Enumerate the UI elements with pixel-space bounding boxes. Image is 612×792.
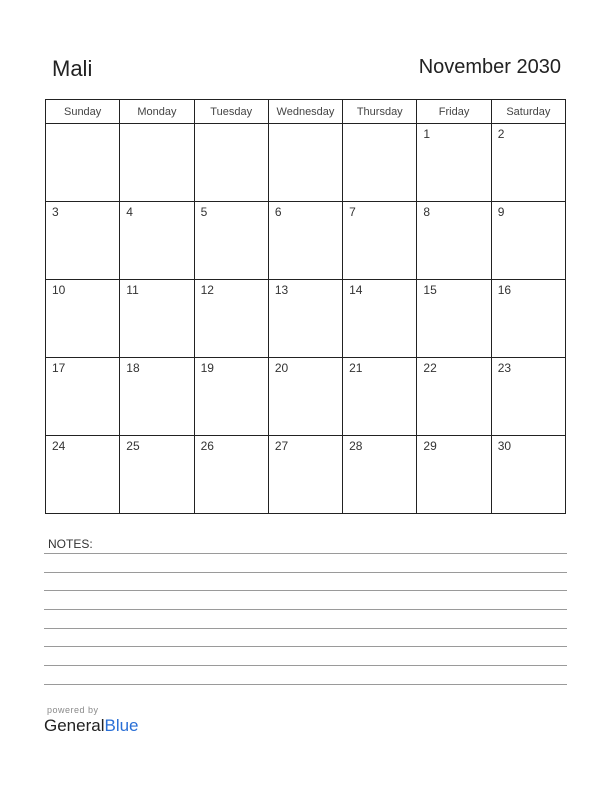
generalblue-logo	[44, 716, 139, 736]
note-line	[44, 609, 567, 610]
day-number: 25	[126, 439, 140, 453]
notes-label: NOTES:	[48, 537, 93, 551]
day-number: 4	[126, 205, 133, 219]
week-row	[46, 358, 566, 436]
day-cell	[268, 436, 342, 514]
day-number: 30	[497, 439, 512, 453]
note-line	[44, 553, 567, 554]
day-number: 16	[497, 283, 512, 297]
day-number: 23	[497, 361, 512, 375]
day-cell	[120, 202, 194, 280]
day-number: 18	[126, 361, 140, 375]
weekday-monday: Monday	[120, 100, 194, 124]
powered-by-text: powered by	[47, 705, 99, 715]
day-cell	[417, 436, 491, 514]
day-cell	[46, 280, 120, 358]
day-number: 17	[52, 361, 66, 375]
day-cell	[46, 124, 120, 202]
day-number: 27	[274, 439, 289, 453]
day-cell	[343, 436, 417, 514]
weekday-friday: Friday	[417, 100, 491, 124]
week-row	[46, 202, 566, 280]
calendar-grid	[45, 99, 566, 514]
day-number: 28	[349, 439, 363, 453]
day-number	[343, 124, 416, 127]
day-cell	[343, 280, 417, 358]
day-cell	[491, 124, 565, 202]
day-number: 19	[200, 361, 214, 375]
day-number: 2	[497, 127, 505, 141]
weekday-tuesday: Tuesday	[194, 100, 268, 124]
month-title: November 2030	[418, 56, 561, 78]
day-number: 13	[274, 283, 289, 297]
day-cell	[120, 436, 194, 514]
day-number: 3	[52, 205, 59, 219]
day-number	[195, 124, 268, 127]
day-number: 29	[423, 439, 437, 453]
day-cell	[194, 124, 268, 202]
day-cell	[417, 280, 491, 358]
day-number	[269, 124, 342, 127]
day-cell	[343, 124, 417, 202]
day-cell	[120, 358, 194, 436]
day-cell	[491, 202, 565, 280]
day-cell	[194, 358, 268, 436]
weekday-wednesday: Wednesday	[268, 100, 342, 124]
day-number: 10	[52, 283, 66, 297]
day-cell	[268, 358, 342, 436]
day-cell	[491, 280, 565, 358]
note-line	[44, 628, 567, 629]
day-cell	[491, 358, 565, 436]
day-cell	[194, 202, 268, 280]
day-number: 15	[423, 283, 437, 297]
weekday-saturday: Saturday	[491, 100, 565, 124]
day-number: 7	[349, 205, 356, 219]
country-title: Mali	[52, 56, 93, 81]
day-cell	[417, 124, 491, 202]
week-row	[46, 124, 566, 202]
day-cell	[417, 358, 491, 436]
day-cell	[343, 202, 417, 280]
day-number	[46, 124, 119, 127]
day-cell	[343, 358, 417, 436]
note-line	[44, 646, 567, 647]
day-number: 22	[423, 361, 437, 375]
day-cell	[268, 124, 342, 202]
note-line	[44, 665, 567, 666]
day-cell	[268, 202, 342, 280]
note-line	[44, 572, 567, 573]
day-cell	[46, 358, 120, 436]
day-cell	[491, 436, 565, 514]
day-cell	[194, 436, 268, 514]
day-number: 12	[200, 283, 214, 297]
day-number: 26	[200, 439, 214, 453]
weekday-header-row	[46, 100, 566, 124]
day-number: 21	[349, 361, 363, 375]
day-number: 5	[200, 205, 208, 219]
day-cell	[417, 202, 491, 280]
day-number	[120, 124, 193, 127]
day-number: 8	[423, 205, 431, 219]
brand-blue-text: Blue	[104, 716, 139, 735]
day-number: 1	[423, 127, 431, 141]
day-cell	[268, 280, 342, 358]
day-cell	[46, 202, 120, 280]
day-number: 9	[497, 205, 505, 219]
day-cell	[120, 124, 194, 202]
brand-general-text: General	[44, 716, 105, 735]
week-row	[46, 280, 566, 358]
day-cell	[120, 280, 194, 358]
day-number: 6	[274, 205, 282, 219]
weekday-thursday: Thursday	[343, 100, 417, 124]
day-number: 24	[52, 439, 66, 453]
week-row	[46, 436, 566, 514]
note-line	[44, 590, 567, 591]
day-cell	[194, 280, 268, 358]
weekday-sunday: Sunday	[46, 100, 120, 124]
note-line	[44, 684, 567, 685]
day-cell	[46, 436, 120, 514]
day-number: 20	[274, 361, 289, 375]
day-number: 14	[349, 283, 363, 297]
day-number: 11	[126, 283, 139, 297]
